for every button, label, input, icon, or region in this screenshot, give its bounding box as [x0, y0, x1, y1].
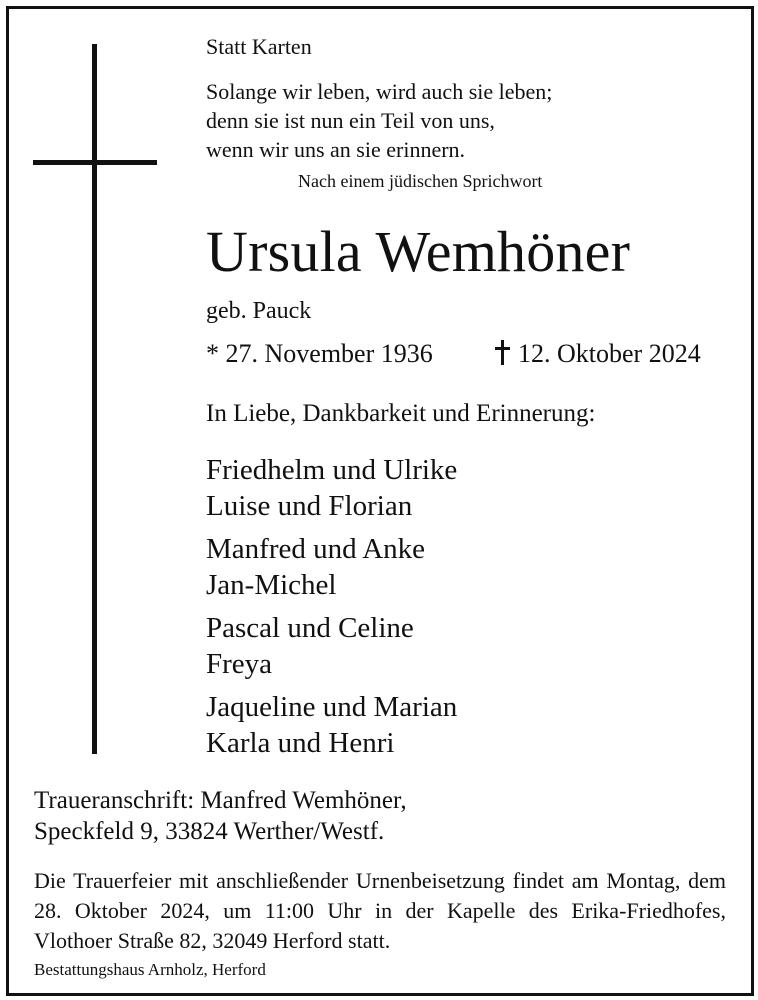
verse-source: Nach einem jüdischen Sprichwort	[298, 171, 543, 191]
dagger-icon	[494, 340, 510, 366]
mourner-line: Manfred und Anke	[206, 533, 426, 565]
statt-karten-label: Statt Karten	[206, 34, 312, 59]
mourner-line: Jaqueline und Marian	[206, 691, 458, 723]
cross-horizontal-bar	[33, 160, 157, 165]
mourner-line: Jan-Michel	[206, 569, 337, 601]
mourning-address	[34, 785, 407, 847]
address-line: Traueranschrift: Manfred Wemhöner,	[34, 787, 407, 814]
cross-vertical-bar	[92, 44, 97, 754]
verse-line: wenn wir uns an sie erinnern.	[206, 137, 466, 162]
deceased-name: Ursula Wemhöner	[206, 219, 631, 284]
mourner-line: Freya	[206, 648, 273, 680]
mourner-line: Karla und Henri	[206, 727, 395, 759]
death-date-wrapper	[494, 339, 701, 369]
mourner-line: Pascal und Celine	[206, 612, 414, 644]
death-date: 12. Oktober 2024	[518, 339, 701, 368]
funeral-home: Bestattungshaus Arnholz, Herford	[34, 960, 266, 979]
verse-line: Solange wir leben, wird auch sie leben;	[206, 79, 553, 104]
birth-date: * 27. November 1936	[206, 339, 433, 368]
mourner-line: Luise und Florian	[206, 490, 413, 522]
verse	[206, 77, 552, 164]
address-line: Speckfeld 9, 33824 Werther/Westf.	[34, 818, 385, 845]
mourners-intro: In Liebe, Dankbarkeit und Erinnerung:	[206, 400, 596, 427]
mourners-list	[206, 452, 457, 761]
ceremony-info: Die Trauerfeier mit anschließender Urnenbeisetzung findet am Montag, dem 28. Oktober 2024, um 11:00 Uhr in der Kapelle des Erika-Friedhofes, Vlothoer Straße 82, 32049 Herford statt.	[34, 868, 726, 953]
birth-name: geb. Pauck	[206, 298, 312, 324]
mourner-line: Friedhelm und Ulrike	[206, 454, 458, 486]
verse-line: denn sie ist nun ein Teil von uns,	[206, 108, 495, 133]
